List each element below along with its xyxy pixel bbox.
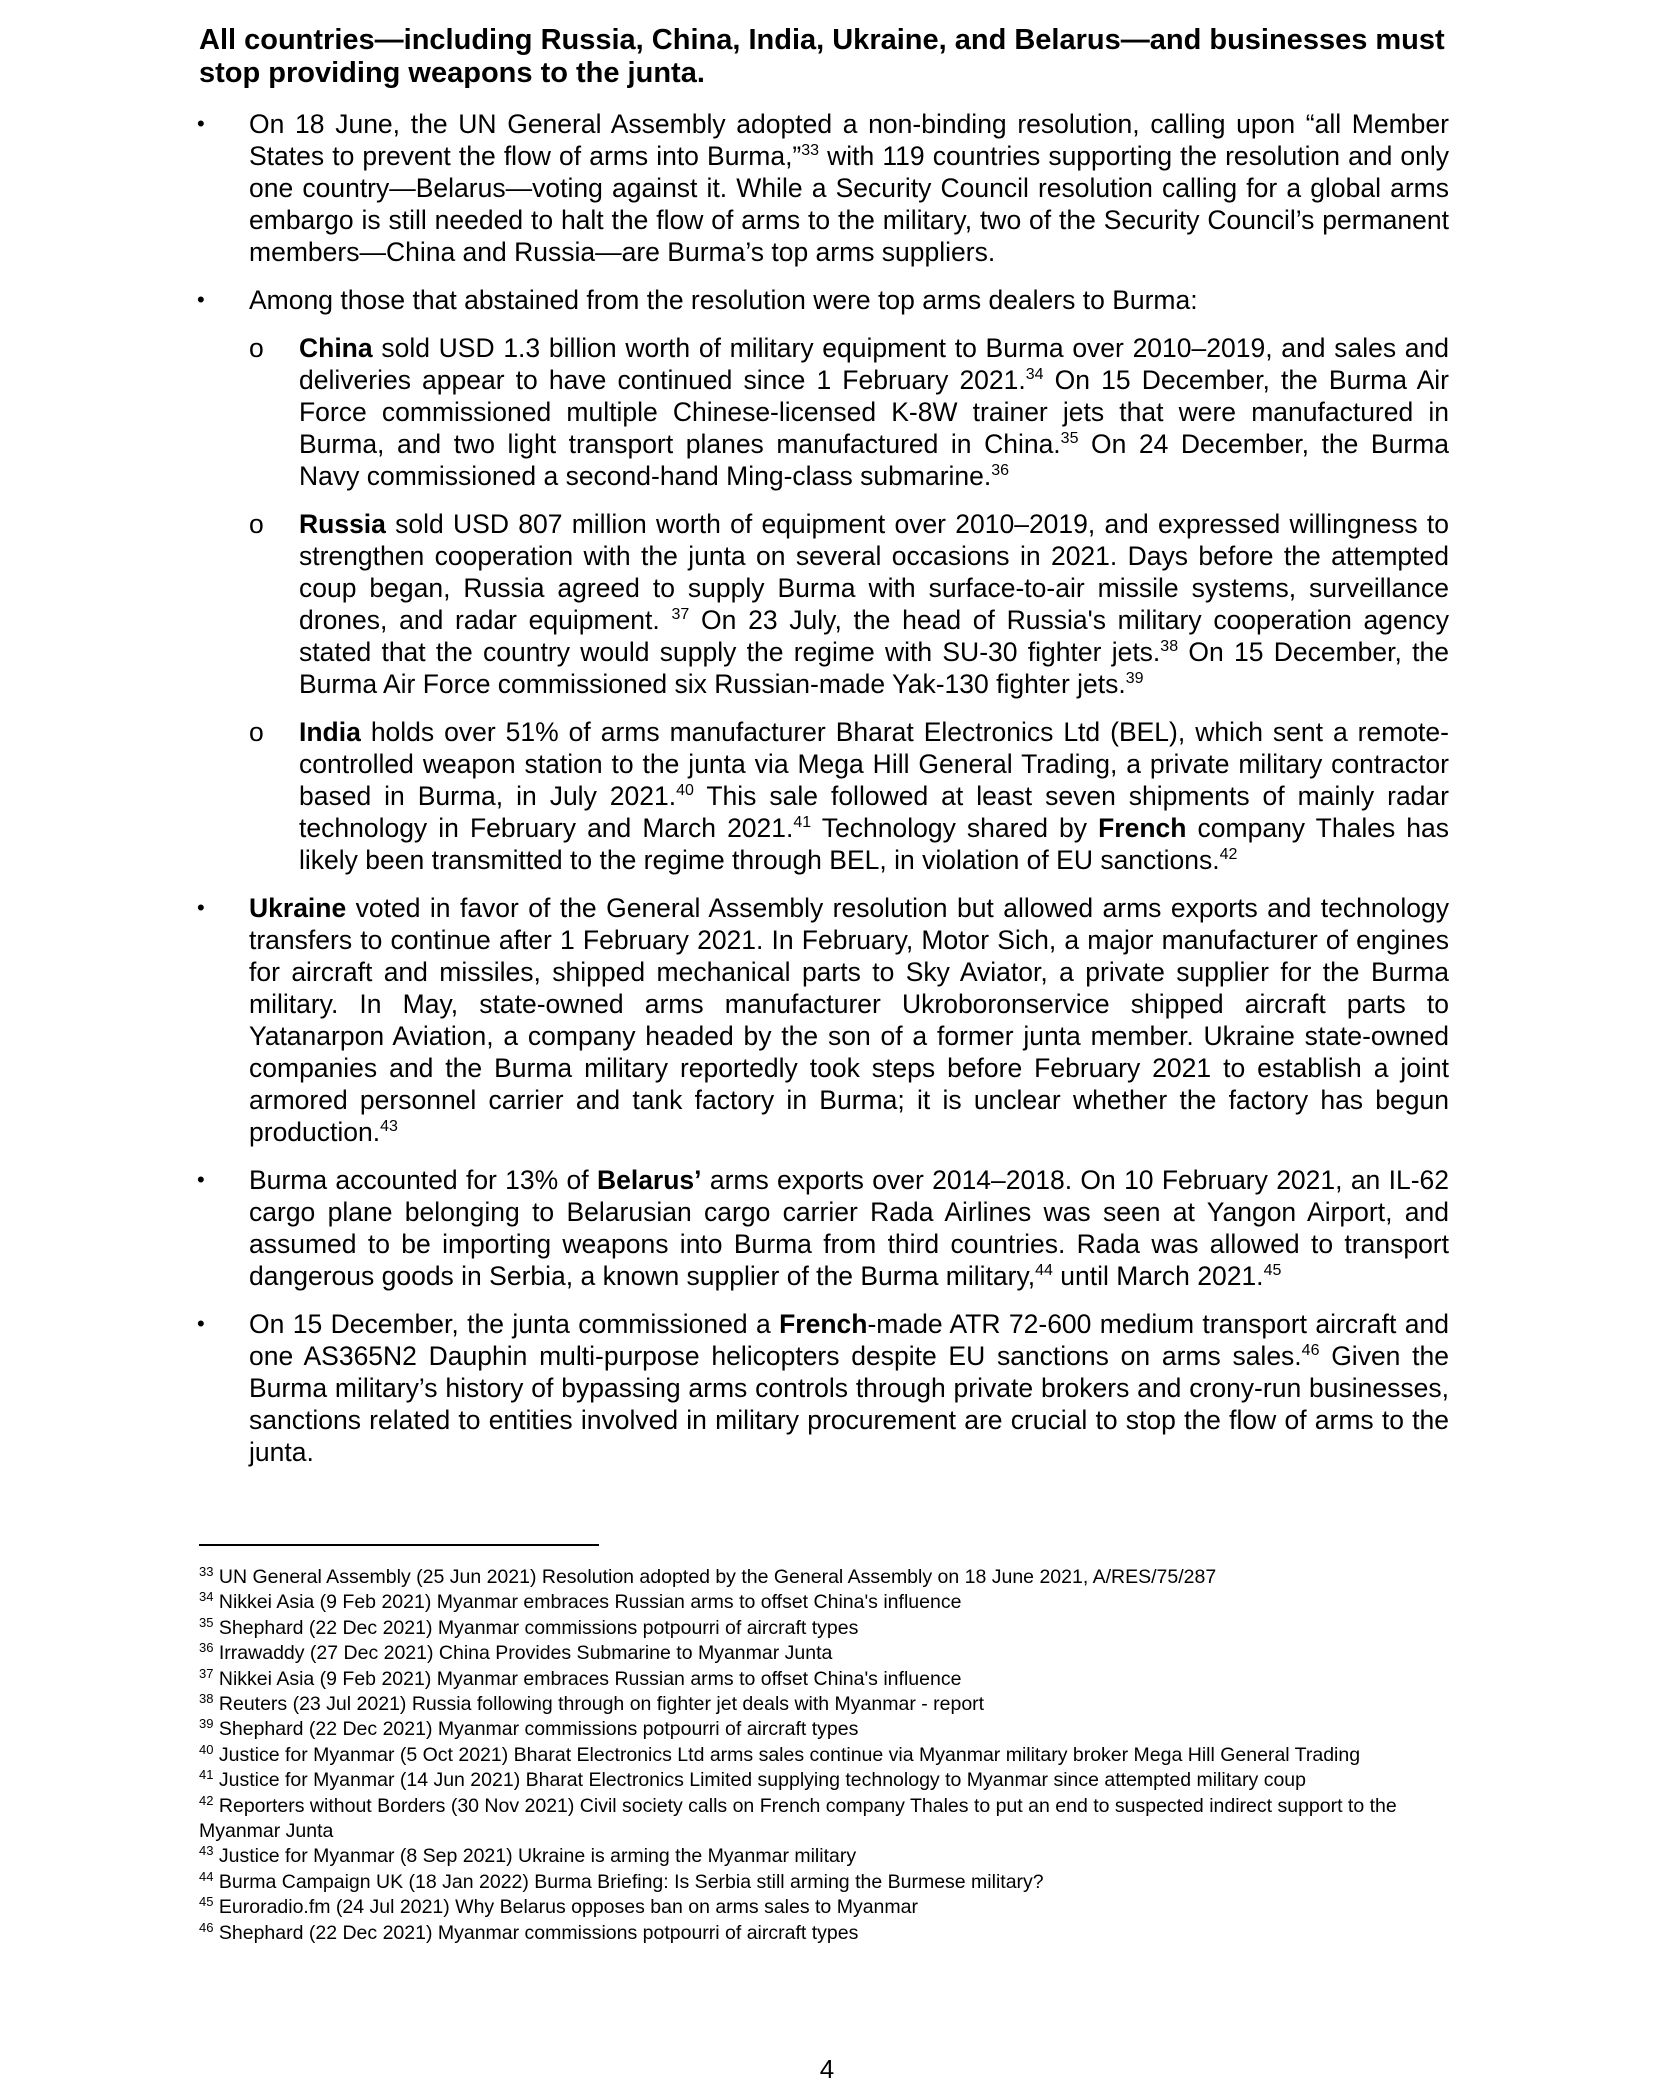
bullet-ukraine: • Ukraine voted in favor of the General Assembly resolution but allowed arms exports and technology transfers to continue after 1 February 2021. In February, Motor Sich, a major manufacturer of engines for aircraft and missiles, shipped mechanical parts to Sky Aviator, a private supplier for the Burma military. In May, state-owned arms manufacturer Ukroboronservice shipped aircraft parts to Yatanarpon Aviation, a company headed by the son of a former junta member. Ukraine state-owned companies and the Burma military reportedly took steps before February 2021 to establish a joint armored personnel carrier and tank factory in Burma; it is unclear whether the factory has begun production.$^{43}$ [197,893,1449,1147]
footnote: $^{41}$ Justice for Myanmar (14 Jun 2021) Bharat Electronics Limited supplying technology to Myanmar since attempted military coup [199,1767,1306,1792]
country-name: Russia [299,509,386,539]
footnote: $^{42}$ Reporters without Borders (30 Nov 2021) Civil society calls on French company Thales to put an end to suspected indirect support to the Myanmar Junta [199,1792,1397,1843]
footnote-ref[interactable]: 44 [1035,1262,1053,1279]
footnote: $^{43}$ Justice for Myanmar (8 Sep 2021) Ukraine is arming the Myanmar military [199,1843,857,1868]
bullet-un-resolution: • On 18 June, the UN General Assembly adopted a non-binding resolution, calling upon “all Member States to prevent the flow of arms into Burma,”$^{33}$ with 119 countries supporting the resolution and only one country—Belarus—voting against it. While a Security Council resolution calling for a global arms embargo is still needed to halt the flow of arms to the military, two of the Security Council’s permanent members—China and Russia—are Burma’s top arms suppliers. [197,109,1450,267]
bullet-abstained: • Among those that abstained from the resolution were top arms dealers to Burma: [197,285,1198,315]
footnote: $^{37}$ Nikkei Asia (9 Feb 2021) Myanmar embraces Russian arms to offset China's influence [199,1665,962,1690]
country-name: Belarus’ [596,1165,702,1195]
footnote-ref[interactable]: 36 [991,462,1010,479]
footnote-ref[interactable]: 34 [1025,366,1044,383]
section-heading: All countries—including Russia, China, India, Ukraine, and Belarus—and businesses must stop providing weapons to the junta. [199,24,1445,89]
sub-bullet-marker: o [249,717,264,747]
sub-bullet-marker: o [249,333,264,363]
bullet-marker: • [197,1311,205,1336]
footnote: $^{45}$ Euroradio.fm (24 Jul 2021) Why Belarus opposes ban on arms sales to Myanmar [199,1894,918,1919]
footnote-ref[interactable]: 39 [1125,670,1144,687]
footnote-ref[interactable]: 33 [801,142,820,159]
footnote: $^{40}$ Justice for Myanmar (5 Oct 2021) Bharat Electronics Ltd arms sales continue via Myanmar military broker Mega Hill General Trading [199,1741,1361,1766]
bullet-france: • On 15 December, the junta commissioned a French-made ATR 72-600 medium transport aircraft and one AS365N2 Dauphin multi-purpose helicopters despite EU sanctions on arms sales.$^{46}$ Given the Burma military’s history of bypassing arms controls through private brokers and crony-run businesses, sanctions related to entities involved in military procurement are crucial to stop the flow of arms to the junta. [197,1309,1449,1467]
bullet-list [199,108,1449,1468]
page-number: 4 [819,2054,835,2084]
country-name: Ukraine [249,893,347,923]
footnote-ref[interactable]: 37 [671,606,690,623]
footnote-ref[interactable]: 45 [1263,1262,1282,1279]
footnote: $^{36}$ Irrawaddy (27 Dec 2021) China Provides Submarine to Myanmar Junta [199,1640,833,1665]
footnote-ref[interactable]: 46 [1301,1342,1320,1359]
bullet-marker: • [197,287,205,312]
page-body [199,24,1449,1484]
subbullet-russia: o Russia sold USD 807 million worth of equipment over 2010–2019, and expressed willingness to strengthen cooperation with the junta on several occasions in 2021. Days before the attempted coup began, Russia agreed to supply Burma with surface-to-air missile systems, surveillance drones, and radar equipment. $^{37}$ On 23 July, the head of Russia's military cooperation agency stated that the country would supply the regime with SU-30 fighter jets.$^{38}$ On 15 December, the Burma Air Force commissioned six Russian-made Yak-130 fighter jets.$^{39}$ [249,509,1449,699]
footnote-ref[interactable]: 42 [1219,846,1238,863]
country-name: China [299,333,373,363]
subbullet-india: o India holds over 51% of arms manufacturer Bharat Electronics Ltd (BEL), which sent a remote-controlled weapon station to the junta via Mega Hill General Trading, a private military contractor based in Burma, in July 2021.40 This sale followed at least seven shipments of mainly radar technology in February and March 2021.41 Technology shared by French company Thales has likely been transmitted to the regime through BEL, in violation of EU sanctions.$^{42}$ [249,717,1449,875]
bullet-belarus: • Burma accounted for 13% of Belarus’ arms exports over 2014–2018. On 10 February 2021, an IL-62 cargo plane belonging to Belarusian cargo carrier Rada Airlines was seen at Yangon Airport, and assumed to be importing weapons into Burma from third countries. Rada was allowed to transport dangerous goods in Serbia, a known supplier of the Burma military,$^{44}$ until March 2021.45 [197,1165,1449,1291]
country-name: India [299,717,361,747]
bullet-marker: • [197,1167,205,1192]
country-name: French [779,1309,868,1339]
footnote-ref[interactable]: 43 [380,1118,398,1135]
footnote: $^{35}$ Shephard (22 Dec 2021) Myanmar commissions potpourri of aircraft types [199,1614,859,1639]
subbullet-china: o China sold USD 1.3 billion worth of military equipment to Burma over 2010–2019, and sales and deliveries appear to have continued since 1 February 2021.34 On 15 December, the Burma Air Force commissioned multiple Chinese-licensed K-8W trainer jets that were manufactured in Burma, and two light transport planes manufactured in China.$^{35}$ On 24 December, the Burma Navy commissioned a second-hand Ming-class submarine.$^{36}$ [249,333,1449,491]
bullet-marker: • [197,895,205,920]
footnote: $^{44}$ Burma Campaign UK (18 Jan 2022) Burma Briefing: Is Serbia still arming the Burmese military? [199,1868,1044,1893]
footnote: $^{46}$ Shephard (22 Dec 2021) Myanmar commissions potpourri of aircraft types [199,1919,859,1944]
footnote-ref[interactable]: 40 [676,782,694,799]
footnote-ref[interactable]: 41 [793,814,812,831]
sub-bullet-marker: o [249,509,264,539]
bullet-marker: • [197,111,205,136]
country-name: French [1098,813,1187,843]
footnote: $^{39}$ Shephard (22 Dec 2021) Myanmar commissions potpourri of aircraft types [199,1716,859,1741]
footnote-separator [199,1544,599,1546]
footnote: $^{33}$ UN General Assembly (25 Jun 2021) Resolution adopted by the General Assembly on 18 June 2021, A/RES/75/287 [199,1564,1217,1588]
footnote-ref[interactable]: 35 [1060,430,1079,447]
footnote-ref[interactable]: 38 [1160,638,1179,655]
footnote: $^{34}$ Nikkei Asia (9 Feb 2021) Myanmar embraces Russian arms to offset China's influence [199,1589,962,1614]
footnote: $^{38}$ Reuters (23 Jul 2021) Russia following through on fighter jet deals with Myanmar - report [199,1691,985,1716]
footnotes [199,1565,1449,1946]
